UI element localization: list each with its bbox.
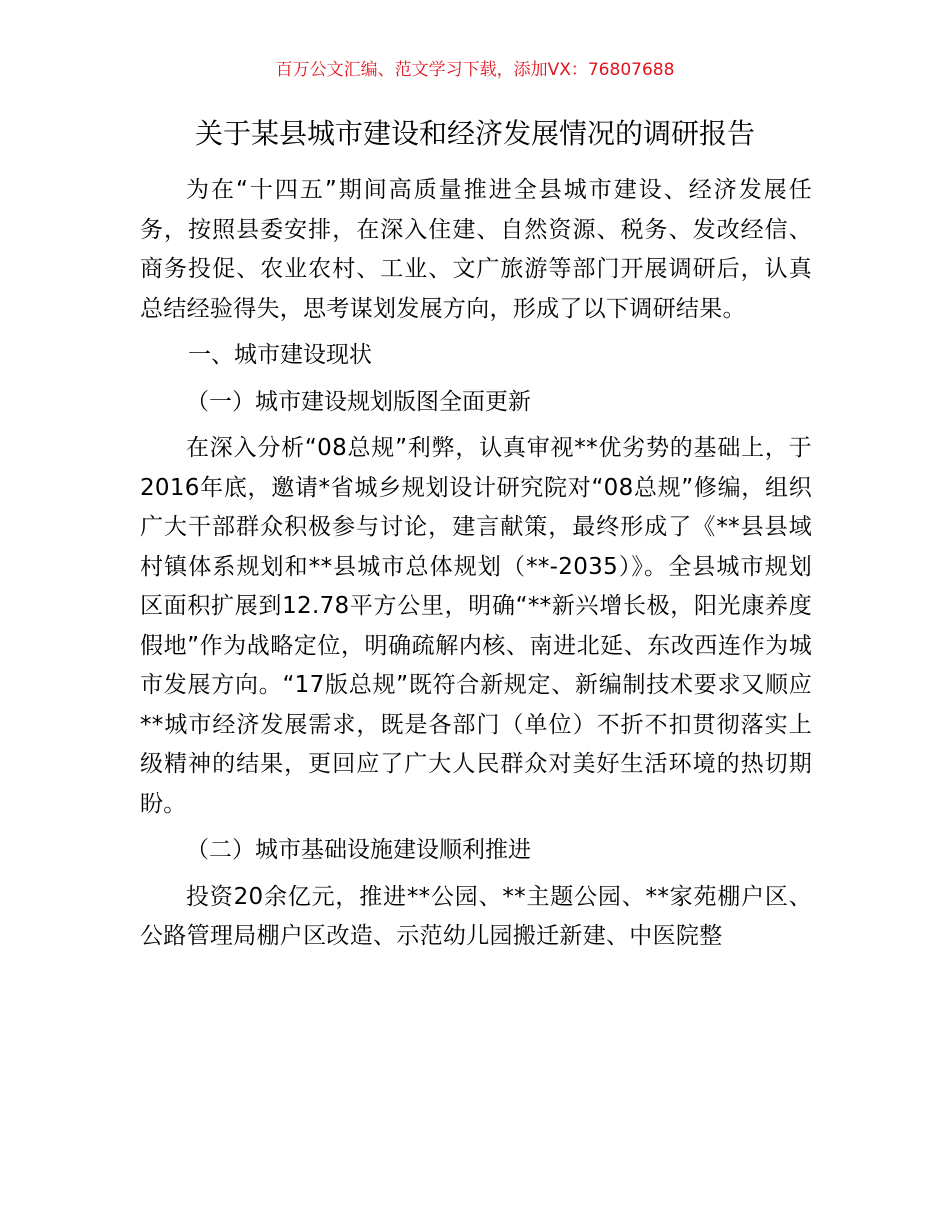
section-heading-1: 一、城市建设现状 — [188, 342, 372, 368]
document-body — [140, 171, 812, 964]
body-paragraph-1: 在深入分析“08总规”利弊，认真审视**优劣势的基础上，于2016年底，邀请*省城乡规划设计研究院对“08总规”修编，组织广大干部群众积极参与讨论，建言献策，最终形成了《**县县域村镇体系规划和**县城市总体规划（**-2035）》。全县城市规划区面积扩展到12.78平方公里，明确“**新兴增长极，阳光康养度假地”作为战略定位，明确疏解内核、南进北延、东改西连作为城市发展方向。“17版总规”既符合新规定、新编制技术要求又顺应**城市经济发展需求，既是各部门（单位）不折不扣贯彻落实上级精神的结果，更回应了广大人民群众对美好生活环境的热切期盼。 — [140, 435, 812, 817]
subsection-heading-1: （一）城市建设规划版图全面更新 — [186, 388, 531, 415]
intro-paragraph: 为在“十四五”期间高质量推进全县城市建设、经济发展任务，按照县委安排，在深入住建、自然资源、税务、发改经信、商务投促、农业农村、工业、文广旅游等部门开展调研后，认真总结经验得失，思考谋划发展方向，形成了以下调研结果。 — [140, 177, 812, 322]
subsection-heading-2: （二）城市基础设施建设顺利推进 — [186, 837, 531, 863]
page-title: 关于某县城市建设和经济发展情况的调研报告 — [194, 117, 755, 150]
body-paragraph-2: 投资20余亿元，推进**公园、**主题公园、**家苑棚户区、公路管理局棚户区改造、示范幼儿园搬迁新建、中医院整 — [140, 883, 812, 949]
header-watermark-note: 百万公文汇编、范文学习下载，添加VX：76807688 — [275, 60, 675, 80]
